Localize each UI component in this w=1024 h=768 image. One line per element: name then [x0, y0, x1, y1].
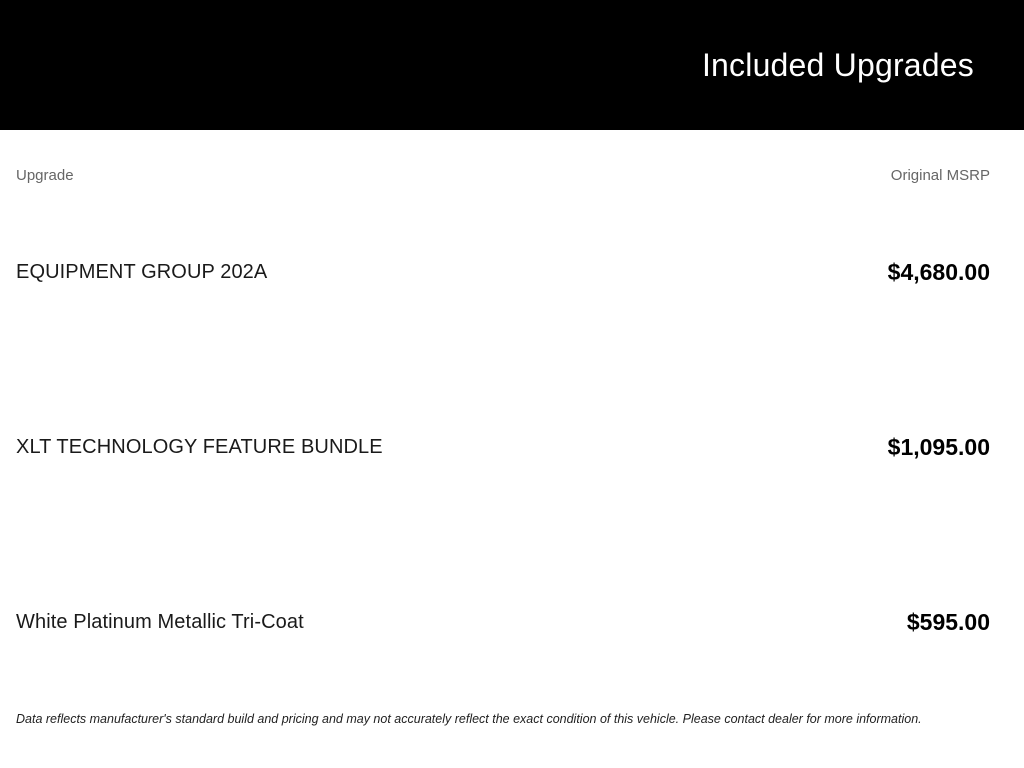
pricing-disclaimer: Data reflects manufacturer's standard build and pricing and may not accurately reflect the exact condition of this vehicle. Please contact dealer for more information.	[16, 712, 922, 726]
upgrade-original-msrp: $4,680.00	[887, 259, 990, 285]
table-row	[16, 535, 990, 710]
upgrade-original-msrp: $595.00	[906, 609, 990, 635]
upgrades-panel	[0, 130, 1024, 727]
upgrades-table-body	[16, 185, 990, 710]
upgrade-original-msrp: $1,095.00	[887, 434, 990, 460]
upgrade-name: EQUIPMENT GROUP 202A	[16, 261, 268, 283]
page-title: Included Upgrades	[701, 46, 974, 83]
upgrade-name: XLT TECHNOLOGY FEATURE BUNDLE	[16, 436, 383, 458]
table-row	[16, 185, 990, 360]
table-row	[16, 360, 990, 535]
column-header-upgrade: Upgrade	[16, 167, 74, 184]
column-header-original-msrp: Original MSRP	[890, 167, 990, 184]
upgrades-table-header	[16, 130, 990, 185]
upgrade-name: White Platinum Metallic Tri-Coat	[16, 611, 304, 633]
included-upgrades-banner	[0, 0, 1024, 130]
